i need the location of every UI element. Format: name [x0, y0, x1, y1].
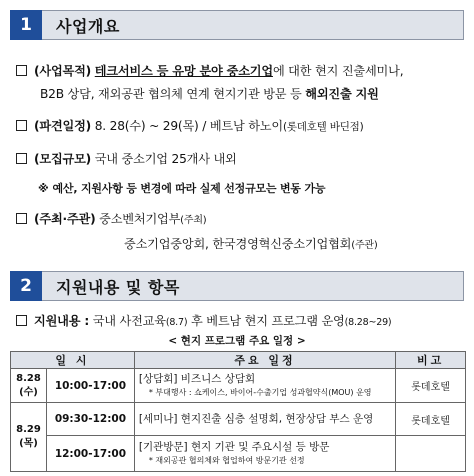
schedule-venue: (롯데호텔 바딘점) [282, 121, 364, 133]
schedule-table-title: < 현지 프로그램 주요 일정 > [168, 335, 306, 347]
checkbox-icon [16, 213, 27, 224]
day2-weekday: (목) [19, 438, 38, 449]
support-text2: 후 베트남 현지 프로그램 운영 [187, 314, 345, 328]
day2-date-cell [11, 403, 47, 472]
host-line [16, 210, 207, 227]
checkbox-icon [16, 120, 27, 131]
recruit-text: 국내 중소기업 25개사 내외 [94, 152, 237, 166]
header-schedule: 주요 일정 [134, 352, 395, 369]
day1-date: 8.28 [16, 372, 41, 384]
support-line [16, 312, 391, 329]
schedule-table [10, 351, 466, 472]
purpose-line [16, 62, 403, 79]
checkbox-icon [16, 65, 27, 76]
table-row [11, 403, 466, 436]
purpose-label: (사업목적) [34, 64, 92, 78]
table-header-row [11, 352, 466, 369]
purpose-emphasis: 테크서비스 등 유망 분야 중소기업 [94, 64, 273, 78]
section1-number: 1 [10, 10, 42, 40]
host-line2-tag: (주관) [351, 240, 378, 251]
row1-time: 10:00-17:00 [46, 369, 134, 403]
row1-remark: 롯데호텔 [396, 369, 466, 403]
purpose-line2 [40, 85, 379, 102]
schedule-line [16, 117, 364, 134]
purpose-line2-plain: B2B 상담, 재외공관 협의체 연계 현지기관 방문 등 [40, 87, 306, 101]
host-line1: 중소벤처기업부 [99, 212, 181, 226]
day1-date-cell [11, 369, 47, 403]
row1-program [134, 369, 395, 403]
recruit-line [16, 150, 237, 167]
recruit-note: 예산, 지원사항 등 변경에 따라 실제 선정규모는 변동 가능 [52, 182, 326, 195]
row3-program [134, 436, 395, 472]
day1-weekday: (수) [19, 386, 38, 398]
row2-title: [세미나] 현지진출 심층 설명회, 현장상담 부스 운영 [138, 412, 374, 425]
header-remark: 비고 [396, 352, 466, 369]
section1-title: 사업개요 [42, 10, 464, 40]
asterisk-icon: ※ [38, 182, 49, 195]
host-line2 [124, 235, 378, 252]
recruit-note-line [38, 180, 325, 196]
recruit-label: (모집규모) [34, 152, 92, 166]
row2-time: 09:30-12:00 [46, 403, 134, 436]
host-line2-text: 중소기업중앙회, 한국경영혁신중소기업협회 [124, 237, 352, 251]
table-row [11, 436, 466, 472]
purpose-rest: 에 대한 현지 진출세미나, [272, 64, 404, 78]
section1-header [10, 10, 464, 40]
row3-title: [기관방문] 현지 기관 및 주요시설 등 방문 [138, 441, 330, 453]
checkbox-icon [16, 153, 27, 164]
purpose-line2-bold: 해외진출 지원 [305, 87, 379, 101]
schedule-label: (파견일정) [34, 119, 92, 133]
section2-header [10, 271, 464, 301]
host-line1-tag: (주최) [180, 215, 207, 226]
row1-sub: * 부대행사 : 쇼케이스, 바이어-수출기업 성과협약식(MOU) 운영 [148, 388, 372, 397]
section2-title: 지원내용 및 항목 [42, 271, 464, 301]
row2-remark: 롯데호텔 [396, 403, 466, 436]
day2-date: 8.29 [16, 424, 41, 435]
support-label: 지원내용 : [34, 314, 90, 328]
header-datetime: 일 시 [11, 352, 135, 369]
support-date2: (8.28~29) [344, 317, 392, 328]
section2-number: 2 [10, 271, 42, 301]
row3-sub: * 재외공관 협의체와 협업하여 방문기관 선정 [148, 456, 305, 465]
row2-program [134, 403, 395, 436]
schedule-text: 8. 28(수) ~ 29(목) / 베트남 하노이 [94, 119, 283, 133]
support-date1: (8.7) [165, 317, 188, 328]
table-row [11, 369, 466, 403]
support-text: 국내 사전교육 [92, 314, 166, 328]
row1-title: [상담회] 비즈니스 상담회 [138, 373, 256, 385]
row3-time: 12:00-17:00 [46, 436, 134, 472]
host-label: (주최·주관) [34, 212, 96, 226]
checkbox-icon [16, 315, 27, 326]
row3-remark [396, 436, 466, 472]
